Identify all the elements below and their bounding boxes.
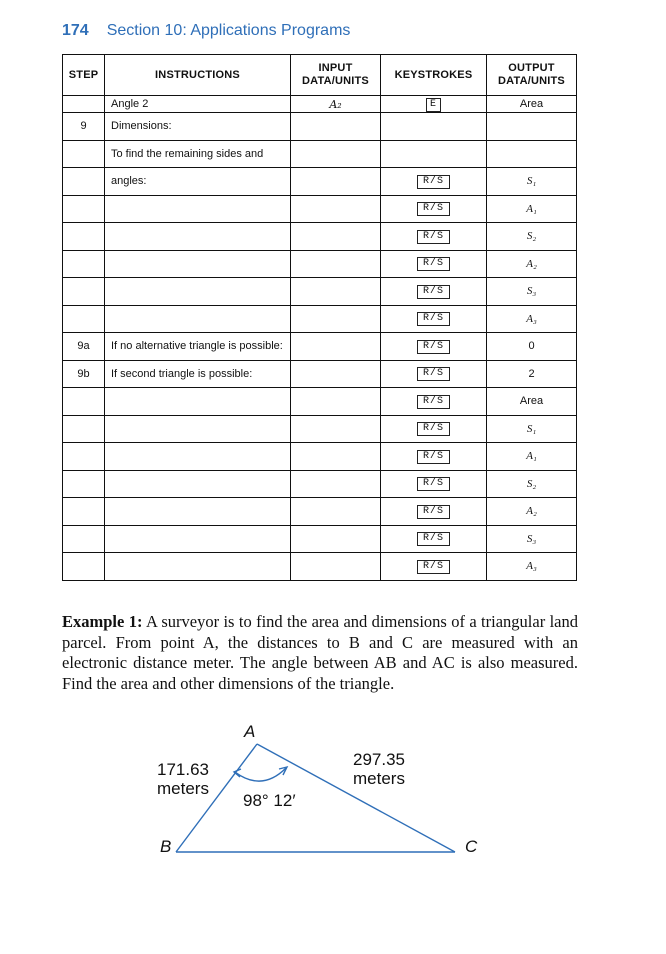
calculator-key-icon: R/S (417, 367, 450, 381)
output-cell: A₃ (487, 553, 577, 581)
output-cell: A₂ (487, 250, 577, 278)
calculator-key-icon: R/S (417, 230, 450, 244)
angle-label: 98° 12′ (243, 791, 296, 810)
calculator-key-icon: R/S (417, 257, 450, 271)
output-cell: S₁ (487, 168, 577, 196)
col-header-instructions: INSTRUCTIONS (105, 55, 291, 96)
step-cell: 9a (63, 333, 105, 361)
angle-arc (235, 768, 286, 781)
output-cell: 2 (487, 360, 577, 388)
input-cell: A₂ (291, 96, 381, 113)
calculator-key-icon: R/S (417, 175, 450, 189)
instruction-cell: Dimensions: (105, 113, 291, 141)
calculator-key-icon: R/S (417, 477, 450, 491)
calculator-key-icon: R/S (417, 285, 450, 299)
output-cell: Area (487, 96, 577, 113)
side-ab-value: 171.63 (157, 760, 209, 779)
vertex-c-label: C (465, 837, 478, 856)
vertex-b-label: B (160, 837, 172, 856)
instruction-cell: angles: (105, 168, 291, 196)
section-title: Section 10: Applications Programs (106, 22, 351, 39)
calculator-key-icon: R/S (417, 560, 450, 574)
calculator-key-icon: R/S (417, 532, 450, 546)
col-header-input: INPUT DATA/UNITS (291, 55, 381, 96)
calculator-key-icon: R/S (417, 505, 450, 519)
calculator-key-icon: R/S (417, 450, 450, 464)
output-cell: S₁ (487, 415, 577, 443)
output-cell: S₃ (487, 525, 577, 553)
step-cell: 9b (63, 360, 105, 388)
output-cell: A₁ (487, 195, 577, 223)
step-cell: 9 (63, 113, 105, 141)
calculator-key-icon: E (426, 98, 441, 112)
output-cell: A₁ (487, 443, 577, 471)
col-header-output: OUTPUT DATA/UNITS (487, 55, 577, 96)
output-cell: S₃ (487, 278, 577, 306)
output-cell: Area (487, 388, 577, 416)
page-number: 174 (62, 22, 89, 39)
calculator-key-icon: R/S (417, 422, 450, 436)
output-cell: S₂ (487, 470, 577, 498)
output-cell: A₂ (487, 498, 577, 526)
instruction-cell: Angle 2 (105, 96, 291, 113)
instruction-cell: If no alternative triangle is possible: (105, 333, 291, 361)
calculator-key-icon: R/S (417, 312, 450, 326)
calculator-key-icon: R/S (417, 340, 450, 354)
example-text: A surveyor is to find the area and dimensions of a triangular land parcel. From point A, the distances to B and C are measured with an electronic distance meter. The angle between AB and AC is also measured. Find the area and other dimensions of the triangle. (62, 612, 578, 693)
example-label: Example 1: (62, 612, 143, 631)
side-ac-value: 297.35 (353, 750, 405, 769)
calculator-key-icon: R/S (417, 395, 450, 409)
output-cell: S₂ (487, 223, 577, 251)
side-ac-unit: meters (353, 769, 405, 788)
instruction-cell: To find the remaining sides and (105, 140, 291, 168)
side-ab-unit: meters (157, 779, 209, 798)
col-header-keystrokes: KEYSTROKES (381, 55, 487, 96)
output-cell: A₃ (487, 305, 577, 333)
instruction-cell: If second triangle is possible: (105, 360, 291, 388)
col-header-step: STEP (63, 55, 105, 96)
vertex-a-label: A (244, 722, 256, 741)
calculator-key-icon: R/S (417, 202, 450, 216)
output-cell: 0 (487, 333, 577, 361)
